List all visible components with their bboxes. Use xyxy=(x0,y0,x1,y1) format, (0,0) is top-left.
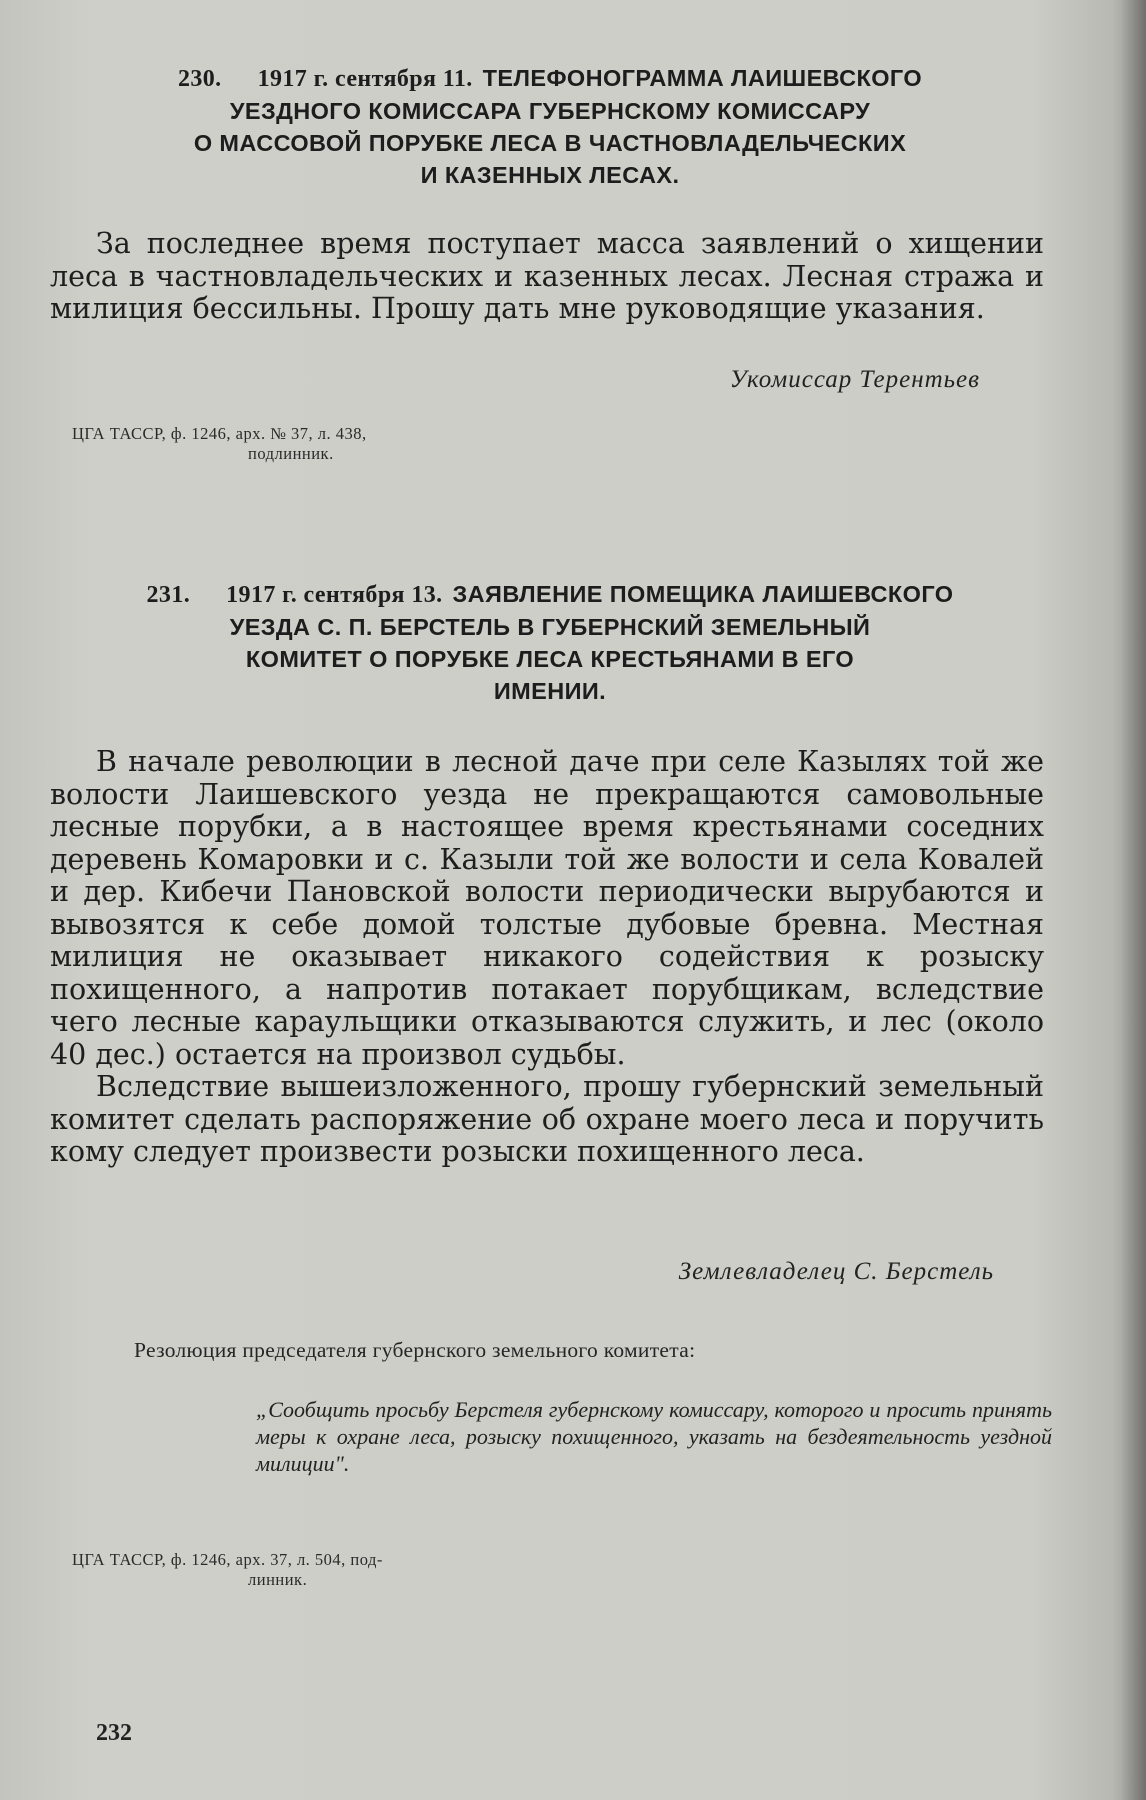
page-edge xyxy=(1122,0,1146,1800)
doc231-source-line2: линник. xyxy=(248,1570,308,1589)
doc230-number: 230. xyxy=(177,66,222,92)
resolution-text: „Сообщить просьбу Берстеля губернскому комиссару, которого и просить принять меры к охране леса, розыску похищенного, указать на бездеятельность уездной милиции". xyxy=(256,1397,1052,1476)
doc231-title-line: КОМИТЕТ О ПОРУБКЕ ЛЕСА КРЕСТЬЯНАМИ В ЕГО xyxy=(245,646,855,672)
doc231-title-line: ИМЕНИИ. xyxy=(493,678,607,704)
doc231-signature: Землевладелец С. Берстель xyxy=(678,1258,994,1285)
doc231-number: 231. xyxy=(146,582,191,608)
doc230-paragraph: За последнее время поступает масса заявлений о хищении леса в частновладельческих и казенных лесах. Лесная стража и милиция бессильны. Прошу дать мне руководящие указания. xyxy=(50,227,1044,325)
doc230-date: 1917 г. сентября 11. xyxy=(257,66,473,92)
doc231-title-line: ЗАЯВЛЕНИЕ ПОМЕЩИКА ЛАИШЕВСКОГО xyxy=(452,581,954,607)
doc231-heading xyxy=(50,578,1050,707)
doc230-title-line: О МАССОВОЙ ПОРУБКЕ ЛЕСА В ЧАСТНОВЛАДЕЛЬЧЕСКИХ xyxy=(193,130,907,156)
doc231-paragraph-1: В начале революции в лесной даче при селе Казылях той же волости Лаишевского уезда не прекращаются самовольные лесные порубки, а в настоящее время крестьянами соседних деревень Комаровки и с. Казыли той же волости и села Ковалей и дер. Кибечи Пановской волости периодически вырубаются и вывозятся к себе домой толстые дубовые бревна. Местная милиция не оказывает никакого содействия к розыску похищенного, а напротив потакает порубщикам, вследствие чего лесные караульщики отказываются служить, и лес (около 40 дес.) остается на произвол судьбы. xyxy=(50,745,1044,1071)
doc230-source-line1: ЦГА ТАССР, ф. 1246, арх. № 37, л. 438, xyxy=(72,424,367,443)
resolution-label: Резолюция председателя губернского земельного комитета: xyxy=(134,1338,696,1362)
doc230-heading xyxy=(50,62,1050,191)
doc231-body xyxy=(50,746,1044,1169)
doc230-archive-source xyxy=(72,424,1072,464)
doc230-title-line: ТЕЛЕФОНОГРАММА ЛАИШЕВСКОГО xyxy=(482,65,923,91)
doc230-body xyxy=(50,228,1044,326)
page-number: 232 xyxy=(96,1720,132,1746)
doc230-signature: Укомиссар Терентьев xyxy=(729,366,980,393)
doc231-title-line: УЕЗДА С. П. БЕРСТЕЛЬ В ГУБЕРНСКИЙ ЗЕМЕЛЬНЫЙ xyxy=(229,614,871,640)
doc231-source-line1: ЦГА ТАССР, ф. 1246, арх. 37, л. 504, под- xyxy=(72,1550,383,1569)
doc231-paragraph-2: Вследствие вышеизложенного, прошу губернский земельный комитет сделать распоряжение об охране моего леса и поручить кому следует произвести розыски похищенного леса. xyxy=(50,1070,1044,1168)
doc231-date: 1917 г. сентября 13. xyxy=(226,582,443,608)
doc231-archive-source xyxy=(72,1550,542,1590)
doc230-title-line: И КАЗЕННЫХ ЛЕСАХ. xyxy=(420,162,680,188)
doc230-source-line2: подлинник. xyxy=(248,444,334,463)
doc230-title-line: УЕЗДНОГО КОМИССАРА ГУБЕРНСКОМУ КОМИССАРУ xyxy=(229,98,871,124)
